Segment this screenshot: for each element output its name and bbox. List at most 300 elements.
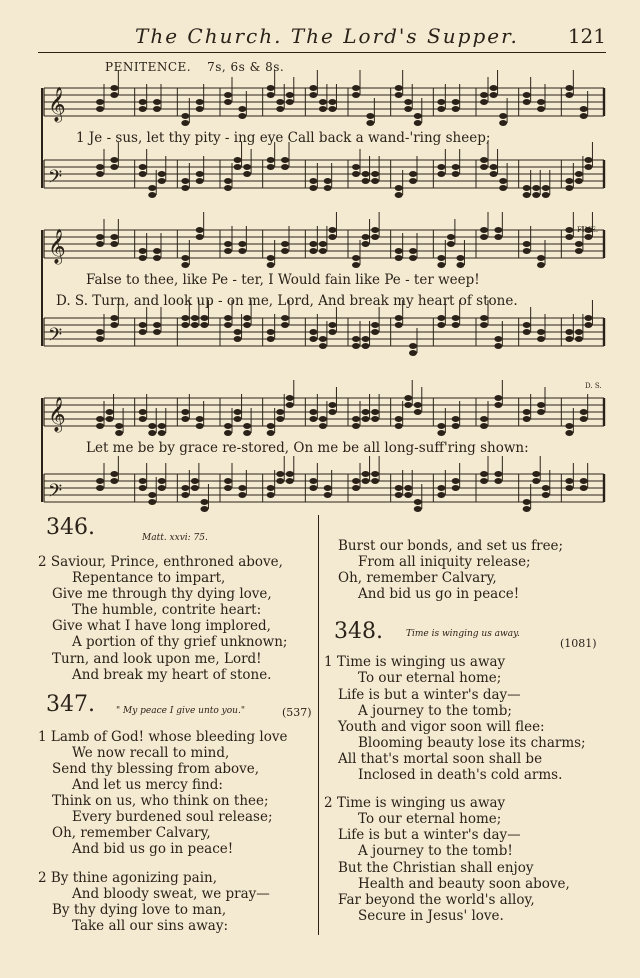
notehead	[238, 248, 246, 254]
notehead	[181, 120, 189, 126]
left-column	[38, 515, 312, 934]
verse-line: Oh, remember Calvary,	[52, 825, 211, 842]
notehead	[395, 322, 403, 328]
verse-line: Lamb of God! whose bleeding love	[50, 728, 288, 745]
notehead	[267, 164, 275, 170]
notehead	[523, 506, 531, 512]
notehead	[362, 234, 370, 240]
notehead	[309, 416, 317, 422]
notehead	[352, 478, 360, 484]
notehead	[96, 336, 104, 342]
notehead	[224, 248, 232, 254]
notehead	[200, 315, 208, 321]
lyric-line-3: D. S. Turn, and look up - on me, Lord, And break my heart of stone.	[56, 293, 518, 309]
notehead	[575, 336, 583, 342]
notehead	[409, 343, 417, 349]
notehead	[362, 416, 370, 422]
notehead	[456, 255, 464, 261]
notehead	[542, 192, 550, 198]
notehead	[565, 178, 573, 184]
verse-number: 1	[324, 654, 333, 671]
notehead	[224, 99, 232, 105]
notehead	[523, 241, 531, 247]
notehead	[452, 416, 460, 422]
notehead	[362, 171, 370, 177]
notehead	[437, 99, 445, 105]
notehead	[480, 315, 488, 321]
notehead	[158, 430, 166, 436]
verse-line: Every burdened soul release;	[72, 809, 273, 826]
notehead	[456, 262, 464, 268]
notehead	[191, 315, 199, 321]
verse-line: Turn, and look upon me, Lord!	[52, 650, 262, 667]
notehead	[532, 471, 540, 477]
notehead	[499, 185, 507, 191]
notehead	[395, 485, 403, 491]
notehead	[328, 322, 336, 328]
notehead	[490, 92, 498, 98]
notehead	[523, 92, 531, 98]
notehead	[153, 322, 161, 328]
notehead	[319, 336, 327, 342]
notehead	[238, 485, 246, 491]
notehead	[437, 171, 445, 177]
hymn-number: 348.	[334, 619, 383, 645]
notehead	[309, 248, 317, 254]
notehead	[352, 416, 360, 422]
verse-line: Time is winging us away	[336, 654, 506, 671]
notehead	[276, 106, 284, 112]
notehead	[196, 106, 204, 112]
notehead	[371, 329, 379, 335]
notehead	[96, 329, 104, 335]
notehead	[286, 402, 294, 408]
verse-line: Take all our sins away:	[72, 917, 228, 934]
notehead	[286, 478, 294, 484]
tune-name: PENITENCE.	[105, 60, 192, 74]
notehead	[238, 113, 246, 119]
notehead	[309, 178, 317, 184]
hymn-346-heading	[38, 515, 310, 556]
notehead	[324, 485, 332, 491]
notehead	[153, 329, 161, 335]
notehead	[224, 315, 232, 321]
notehead	[148, 423, 156, 429]
notehead	[542, 485, 550, 491]
treble-clef-icon: 𝄞	[48, 87, 66, 122]
notehead	[243, 423, 251, 429]
notehead	[452, 106, 460, 112]
notehead	[224, 485, 232, 491]
notehead	[234, 164, 242, 170]
notehead	[148, 192, 156, 198]
notehead	[328, 227, 336, 233]
notehead	[224, 185, 232, 191]
notehead	[414, 506, 422, 512]
notehead	[328, 402, 336, 408]
notehead	[414, 113, 422, 119]
notehead	[584, 164, 592, 170]
notehead	[224, 178, 232, 184]
notehead	[452, 99, 460, 105]
verse-line: Inclosed in death's cold arms.	[358, 767, 563, 784]
notehead	[181, 409, 189, 415]
notehead	[565, 423, 573, 429]
verse-line: Youth and vigor soon will flee:	[338, 718, 545, 735]
notehead	[324, 178, 332, 184]
notehead	[452, 164, 460, 170]
notehead	[158, 478, 166, 484]
notehead	[409, 178, 417, 184]
notehead	[409, 248, 417, 254]
notehead	[480, 423, 488, 429]
notehead	[181, 485, 189, 491]
column-divider	[318, 515, 319, 935]
page-number: 121	[567, 24, 606, 48]
notehead	[267, 255, 275, 261]
hymn-reference: Matt. xxvi: 75.	[142, 533, 208, 543]
notehead	[480, 478, 488, 484]
notehead	[580, 485, 588, 491]
notehead	[352, 343, 360, 349]
verse-line: Life is but a winter's day—	[338, 686, 521, 703]
notehead	[110, 164, 118, 170]
notehead	[115, 430, 123, 436]
notehead	[243, 315, 251, 321]
notehead	[395, 416, 403, 422]
notehead	[200, 499, 208, 505]
notehead	[490, 85, 498, 91]
verse-line: And break my heart of stone.	[72, 666, 272, 683]
notehead	[580, 409, 588, 415]
verse-line: Give me through thy dying love,	[52, 586, 272, 603]
notehead	[139, 164, 147, 170]
notehead	[196, 171, 204, 177]
notehead	[153, 99, 161, 105]
notehead	[584, 157, 592, 163]
notehead	[437, 262, 445, 268]
notehead	[139, 485, 147, 491]
notehead	[328, 106, 336, 112]
notehead	[238, 241, 246, 247]
notehead	[395, 92, 403, 98]
notehead	[181, 113, 189, 119]
ds-mark: D. S.	[585, 382, 602, 390]
notehead	[158, 178, 166, 184]
notehead	[575, 248, 583, 254]
notehead	[366, 113, 374, 119]
notehead	[148, 430, 156, 436]
notehead	[414, 409, 422, 415]
notehead	[499, 113, 507, 119]
notehead	[452, 171, 460, 177]
notehead	[494, 227, 502, 233]
verse-line: And let us mercy find:	[72, 777, 223, 794]
notehead	[523, 329, 531, 335]
notehead	[196, 178, 204, 184]
verse-line: The humble, contrite heart:	[72, 602, 262, 619]
notehead	[224, 423, 232, 429]
notehead	[575, 178, 583, 184]
running-title: The Church. The Lord's Supper.	[135, 24, 519, 48]
notehead	[537, 106, 545, 112]
verse-number: 2	[38, 554, 47, 570]
notehead	[110, 315, 118, 321]
notehead	[309, 92, 317, 98]
notehead	[96, 164, 104, 170]
notehead	[153, 106, 161, 112]
notehead	[106, 409, 114, 415]
notehead	[309, 241, 317, 247]
notehead	[267, 336, 275, 342]
notehead	[404, 485, 412, 491]
notehead	[523, 248, 531, 254]
verse-line: But the Christian shall enjoy	[338, 859, 534, 876]
notehead	[523, 192, 531, 198]
notehead	[158, 423, 166, 429]
notehead	[480, 416, 488, 422]
notehead	[319, 241, 327, 247]
notehead	[243, 164, 251, 170]
notehead	[437, 430, 445, 436]
notehead	[580, 416, 588, 422]
notehead	[196, 227, 204, 233]
notehead	[404, 402, 412, 408]
notehead	[580, 106, 588, 112]
hymn-347-heading	[38, 691, 312, 733]
notehead	[565, 85, 573, 91]
notehead	[565, 485, 573, 491]
notehead	[352, 336, 360, 342]
notehead	[243, 171, 251, 177]
notehead	[414, 499, 422, 505]
bass-clef-icon: 𝄢	[48, 325, 63, 350]
notehead	[494, 343, 502, 349]
notehead	[96, 241, 104, 247]
verse-line: A portion of thy grief unknown;	[72, 634, 288, 651]
notehead	[371, 178, 379, 184]
notehead	[352, 85, 360, 91]
notehead	[537, 336, 545, 342]
notehead	[196, 423, 204, 429]
notehead	[148, 492, 156, 498]
notehead	[96, 478, 104, 484]
notehead	[499, 178, 507, 184]
bass-clef-icon: 𝄢	[48, 167, 63, 192]
notehead	[148, 499, 156, 505]
notehead	[96, 171, 104, 177]
notehead	[523, 416, 531, 422]
notehead	[480, 234, 488, 240]
notehead	[267, 430, 275, 436]
notehead	[532, 185, 540, 191]
verse-line: Send thy blessing from above,	[52, 760, 260, 777]
notehead	[480, 92, 488, 98]
verse-line: By thine agonizing pain,	[50, 869, 218, 886]
verse-number: 2	[324, 795, 333, 812]
notehead	[523, 99, 531, 105]
notehead	[494, 402, 502, 408]
verse-line: Secure in Jesus' love.	[358, 907, 504, 924]
notehead	[395, 192, 403, 198]
notehead	[437, 255, 445, 261]
notehead	[191, 478, 199, 484]
notehead	[224, 322, 232, 328]
notehead	[309, 329, 317, 335]
notehead	[286, 395, 294, 401]
notehead	[580, 113, 588, 119]
notehead	[181, 322, 189, 328]
hymn-348-heading	[324, 619, 614, 660]
notehead	[110, 241, 118, 247]
notehead	[352, 255, 360, 261]
notehead	[414, 120, 422, 126]
notehead	[224, 92, 232, 98]
verse-line: Repentance to impart,	[72, 570, 226, 587]
notehead	[452, 478, 460, 484]
notehead	[362, 478, 370, 484]
notehead	[181, 492, 189, 498]
notehead	[371, 171, 379, 177]
verse-line: Oh, remember Calvary,	[338, 570, 497, 587]
hymn-348-verse-2	[324, 795, 614, 924]
notehead	[480, 99, 488, 105]
notehead	[395, 423, 403, 429]
notehead	[276, 471, 284, 477]
notehead	[139, 99, 147, 105]
notehead	[200, 506, 208, 512]
notehead	[281, 322, 289, 328]
notehead	[371, 478, 379, 484]
notehead	[414, 402, 422, 408]
notehead	[181, 315, 189, 321]
notehead	[319, 99, 327, 105]
notehead	[191, 322, 199, 328]
hymn-346-verse-2	[38, 554, 310, 683]
hymn-reference: Time is winging us away.	[406, 629, 520, 640]
notehead	[110, 157, 118, 163]
notehead	[480, 227, 488, 233]
notehead	[319, 106, 327, 112]
notehead	[371, 234, 379, 240]
notehead	[328, 99, 336, 105]
notehead	[371, 409, 379, 415]
notehead	[532, 192, 540, 198]
notehead	[328, 329, 336, 335]
notehead	[234, 157, 242, 163]
notehead	[96, 485, 104, 491]
notehead	[267, 92, 275, 98]
notehead	[200, 322, 208, 328]
notehead	[139, 171, 147, 177]
notehead	[196, 416, 204, 422]
notehead	[96, 106, 104, 112]
notehead	[110, 92, 118, 98]
notehead	[537, 329, 545, 335]
notehead	[575, 329, 583, 335]
notehead	[494, 336, 502, 342]
hymn-code: (1081)	[560, 637, 597, 651]
verse-line: And bid us go in peace!	[358, 586, 520, 603]
verse-line: Burst our bonds, and set us free;	[338, 538, 564, 554]
notehead	[148, 185, 156, 191]
verse-line: All that's mortal soon shall be	[338, 750, 543, 767]
notehead	[243, 430, 251, 436]
notehead	[158, 485, 166, 491]
notehead	[110, 322, 118, 328]
notehead	[437, 106, 445, 112]
notehead	[191, 485, 199, 491]
hymn-number: 347.	[46, 691, 95, 717]
notehead	[238, 106, 246, 112]
notehead	[437, 423, 445, 429]
notehead	[395, 185, 403, 191]
notehead	[319, 423, 327, 429]
notehead	[267, 423, 275, 429]
notehead	[328, 409, 336, 415]
notehead	[480, 157, 488, 163]
notehead	[139, 409, 147, 415]
notehead	[584, 322, 592, 328]
notehead	[276, 409, 284, 415]
verse-line: A journey to the tomb;	[358, 702, 512, 719]
hymn-347-verse-2	[38, 870, 310, 934]
verse-line: And bid us go in peace!	[72, 841, 234, 858]
notehead	[565, 185, 573, 191]
lyric-line-2: False to thee, like Pe - ter, I Would fain like Pe - ter weep!	[86, 272, 480, 288]
notehead	[565, 336, 573, 342]
verse-line: From all iniquity release;	[358, 554, 531, 571]
notehead	[395, 248, 403, 254]
lyric-line-1: 1 Je - sus, let thy pity - ing eye Call back a wand-'ring sheep;	[76, 130, 491, 146]
notehead	[352, 171, 360, 177]
verse-line: Time is winging us away	[336, 795, 506, 812]
notehead	[480, 322, 488, 328]
notehead	[281, 157, 289, 163]
notehead	[404, 492, 412, 498]
notehead	[565, 430, 573, 436]
verse-line: Health and beauty soon above,	[358, 875, 570, 892]
notehead	[352, 262, 360, 268]
verse-line: Give what I have long implored,	[52, 618, 271, 635]
notehead	[494, 234, 502, 240]
notehead	[532, 478, 540, 484]
verse-line: By thy dying love to man,	[52, 901, 227, 918]
notehead	[452, 485, 460, 491]
notehead	[309, 85, 317, 91]
bass-clef-icon: 𝄢	[48, 481, 63, 506]
notehead	[309, 478, 317, 484]
treble-clef-icon: 𝄞	[48, 397, 66, 432]
notehead	[523, 322, 531, 328]
notehead	[139, 478, 147, 484]
notehead	[437, 322, 445, 328]
notehead	[96, 99, 104, 105]
notehead	[580, 478, 588, 484]
notehead	[490, 164, 498, 170]
notehead	[437, 485, 445, 491]
notehead	[409, 350, 417, 356]
notehead	[309, 409, 317, 415]
notehead	[267, 492, 275, 498]
notehead	[106, 416, 114, 422]
notehead	[139, 416, 147, 422]
notehead	[537, 409, 545, 415]
notehead	[499, 120, 507, 126]
notehead	[404, 106, 412, 112]
notehead	[139, 248, 147, 254]
notehead	[96, 423, 104, 429]
